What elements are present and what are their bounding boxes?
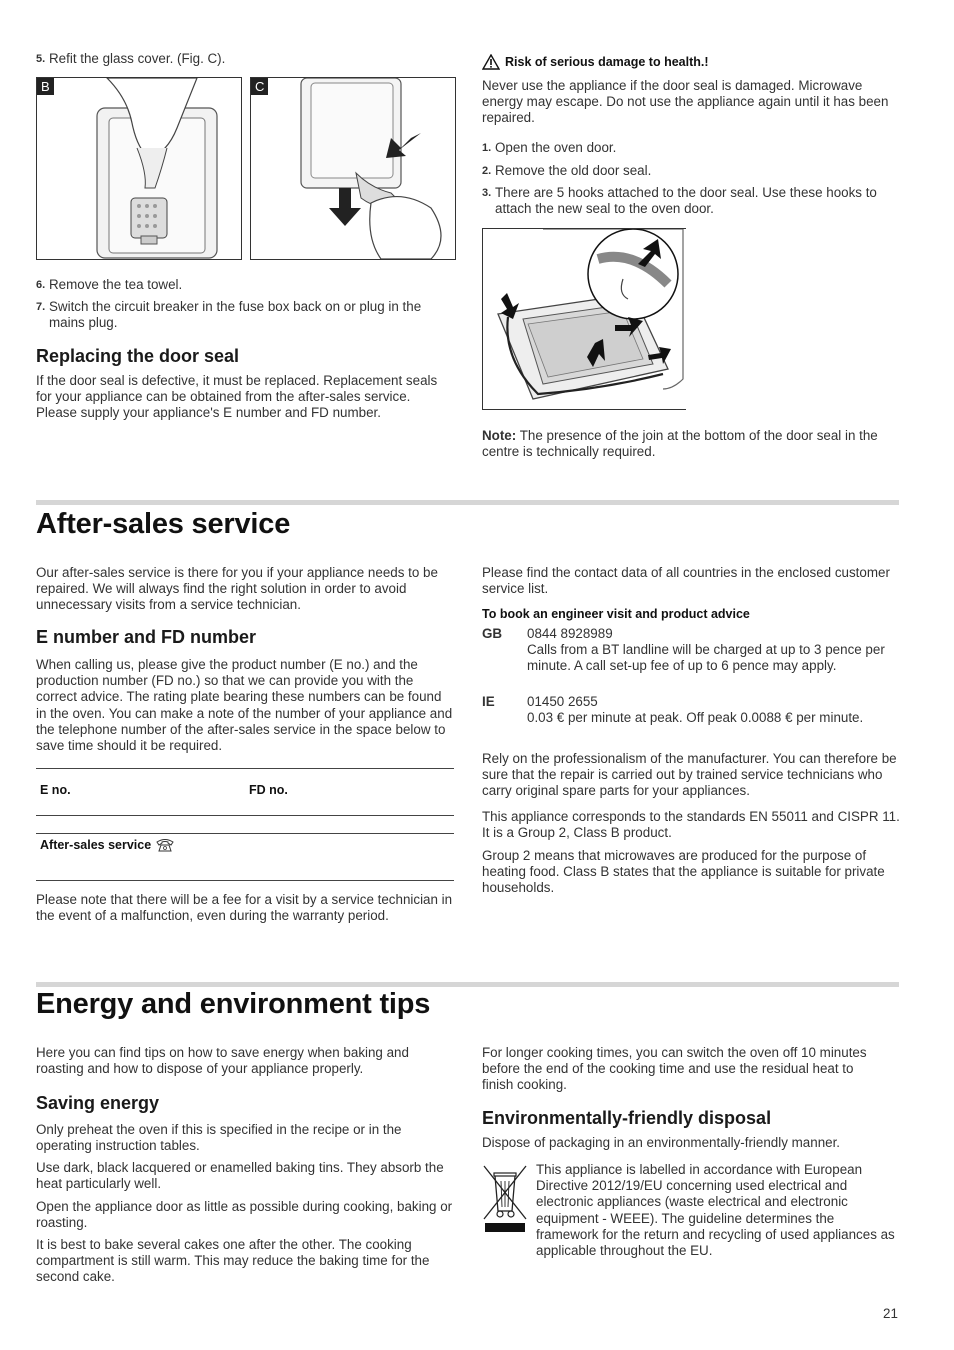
phone-detail-ie: 0.03 € per minute at peak. Off peak 0.0088 € per minute. — [527, 710, 864, 725]
step-7 — [36, 299, 456, 331]
step-text: Refit the glass cover. (Fig. C). — [49, 51, 226, 66]
step-text: Remove the old door seal. — [495, 163, 652, 178]
heading-replacing-door-seal: Replacing the door seal — [36, 346, 240, 366]
step-1 — [482, 140, 898, 156]
crossed-bin-icon — [482, 1163, 528, 1235]
country-code-ie: IE — [482, 694, 495, 709]
heading-disposal: Environmentally-friendly disposal — [482, 1108, 772, 1128]
energy-title: Energy and environment tips — [36, 988, 431, 1020]
step-5 — [36, 51, 456, 67]
telephone-icon — [156, 838, 174, 852]
phone-detail-gb: Calls from a BT landline will be charged at up to 3 pence per minute. A call set-up fee of up to 6 pence may apply. — [527, 642, 885, 674]
door-seal-illustration — [483, 229, 686, 409]
figure-b — [36, 77, 242, 260]
step-text: There are 5 hooks attached to the door seal. Use these hooks to attach the new seal to the oven door. — [495, 185, 877, 217]
door-seal-figure — [482, 228, 686, 410]
heading-e-number: E number and FD number — [36, 627, 257, 647]
figure-c — [250, 77, 456, 260]
warning-header — [482, 54, 709, 70]
section-divider — [36, 982, 899, 987]
step-number: 5. — [36, 53, 46, 65]
note-paragraph — [482, 428, 900, 460]
step-number: 3. — [482, 187, 492, 199]
heading-saving-energy: Saving energy — [36, 1093, 160, 1113]
replacing-door-seal-text: If the door seal is defective, it must be replaced. Replacement seals for your appliance can be obtained from the after-sales service. Please supply your appliance's E number and FD number. — [36, 373, 438, 421]
group-text: Group 2 means that microwaves are produced for the purpose of heating food. Class B states that the appliance is suitable for private households. — [482, 848, 885, 896]
step-text: Switch the circuit breaker in the fuse box back on or plug in the mains plug. — [49, 299, 422, 331]
fee-note: Please note that there will be a fee for a visit by a service technician in the event of a malfunction, even during the warranty period. — [36, 892, 453, 924]
table-line — [36, 833, 454, 834]
after-sales-service-label: After-sales service — [40, 838, 152, 852]
after-sales-service-row — [40, 838, 174, 852]
standards-text: This appliance corresponds to the standards EN 55011 and CISPR 11. It is a Group 2, Class B product. — [482, 809, 900, 841]
note-label: Note: — [482, 428, 517, 443]
warning-title: Risk of serious damage to health.! — [505, 55, 709, 69]
rely-text: Rely on the professionalism of the manufacturer. You can therefore be sure that the repair is carried out by trained service technicians who carry original spare parts for your appliances. — [482, 751, 897, 799]
disposal-intro: Dispose of packaging in an environmentally-friendly manner. — [482, 1135, 841, 1150]
section-divider — [36, 500, 899, 505]
glass-cover-illustration — [37, 78, 241, 259]
e-no-label: E no. — [40, 783, 71, 797]
step-3 — [482, 185, 898, 217]
table-line — [36, 815, 454, 816]
step-number: 1. — [482, 142, 492, 154]
saving-tip: Open the appliance door as little as possible during cooking, baking or roasting. — [36, 1199, 453, 1231]
after-sales-intro: Our after-sales service is there for you if your appliance needs to be repaired. We will always find the right solution in order to avoid unnecessary visits from a service technician. — [36, 565, 438, 613]
refit-cover-illustration — [251, 78, 455, 259]
step-text: Remove the tea towel. — [49, 277, 183, 292]
book-engineer-heading: To book an engineer visit and product advice — [482, 607, 750, 621]
table-line — [36, 768, 454, 769]
step-number: 2. — [482, 165, 492, 177]
saving-tip: Only preheat the oven if this is specified in the recipe or in the operating instruction tables. — [36, 1122, 402, 1154]
figure-label-b: B — [37, 78, 54, 95]
weee-text: This appliance is labelled in accordance with European Directive 2012/19/EU concerning used electrical and electronic appliances (waste electrical and electronic equipment - WEEE). The guideline determines the framework for the return and recycling of used appliances as applicable throughout the EU. — [536, 1162, 895, 1259]
saving-tip: It is best to bake several cakes one after the other. The cooking compartment is still warm. This may reduce the baking time for the second cake. — [36, 1237, 430, 1285]
warning-text: Never use the appliance if the door seal is damaged. Microwave energy may escape. Do not use the appliance again until it has been repaired. — [482, 78, 889, 126]
weee-bin-icon — [482, 1163, 528, 1235]
note-text: The presence of the join at the bottom of the door seal in the centre is technically required. — [482, 428, 878, 460]
step-2 — [482, 163, 898, 179]
table-line — [36, 880, 454, 881]
step-number: 7. — [36, 301, 46, 313]
saving-tip: Use dark, black lacquered or enamelled baking tins. They absorb the heat particularly well. — [36, 1160, 444, 1192]
figure-label-c: C — [251, 78, 268, 95]
page-number: 21 — [883, 1306, 898, 1321]
country-code-gb: GB — [482, 626, 503, 641]
step-text: Open the oven door. — [495, 140, 617, 155]
warning-triangle-icon — [482, 54, 500, 70]
after-sales-title: After-sales service — [36, 508, 291, 540]
phone-gb: 0844 8928989 — [527, 626, 613, 641]
step-6 — [36, 277, 456, 293]
contact-intro: Please find the contact data of all countries in the enclosed customer service list. — [482, 565, 890, 597]
e-number-text: When calling us, please give the product number (E no.) and the production number (FD no.) so that we can provide you with the correct advice. The rating plate bearing these numbers can be found in the oven. You can make a note of the number of your appliance and the telephone number of the after-sales service in the space below to save time should it be required. — [36, 657, 453, 754]
longer-cooking-tip: For longer cooking times, you can switch the oven off 10 minutes before the end of the cooking time and use the residual heat to finish cooking. — [482, 1045, 867, 1093]
fd-no-label: FD no. — [249, 783, 288, 797]
phone-ie: 01450 2655 — [527, 694, 598, 709]
step-number: 6. — [36, 279, 46, 291]
energy-intro: Here you can find tips on how to save energy when baking and roasting and how to dispose of your appliance properly. — [36, 1045, 409, 1077]
